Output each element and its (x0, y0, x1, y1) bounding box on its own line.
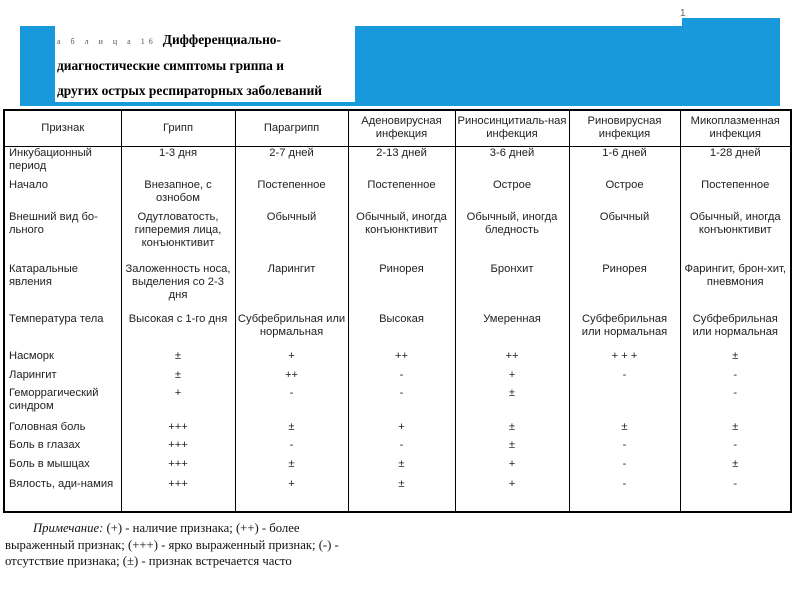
table-cell: ± (680, 421, 791, 439)
title-line-2: диагностические симптомы гриппа и (57, 58, 284, 73)
symptoms-table (3, 109, 792, 513)
table-row (4, 350, 791, 368)
column-header: Микоплазменная инфекция (680, 110, 791, 146)
table-cell: +++ (121, 439, 235, 457)
row-symptom-label: Головная боль (4, 421, 121, 439)
table-cell: Обычный (569, 211, 680, 262)
table-cell: +++ (121, 458, 235, 478)
table-cell (569, 387, 680, 421)
table-row (4, 421, 791, 439)
table-cell: - (680, 478, 791, 512)
table-cell: 1-6 дней (569, 146, 680, 179)
table-cell: - (569, 478, 680, 512)
row-symptom-label: Ларингит (4, 369, 121, 387)
table-cell: ± (569, 421, 680, 439)
column-header: Риносинцитиаль-ная инфекция (455, 110, 569, 146)
row-symptom-label: Катаральные явления (4, 263, 121, 313)
table-cell: - (680, 387, 791, 421)
table-cell: Субфебрильная или нормальная (235, 313, 348, 351)
table-cell: + (455, 458, 569, 478)
table-cell: - (569, 439, 680, 457)
table-cell: Фарингит, брон-хит, пневмония (680, 263, 791, 313)
column-header: Грипп (121, 110, 235, 146)
table-cell: ± (348, 458, 455, 478)
title-text-1: Дифференциально- (162, 32, 281, 47)
row-symptom-label: Инкубационный период (4, 146, 121, 179)
table-cell: 1-28 дней (680, 146, 791, 179)
table-cell: ± (348, 478, 455, 512)
row-symptom-label: Боль в мышцах (4, 458, 121, 478)
table-row (4, 458, 791, 478)
table-cell: 1-3 дня (121, 146, 235, 179)
table-row (4, 263, 791, 313)
footnote-text: (+) - наличие признака; (++) - более выраженный признак; (+++) - ярко выраженный признак; (-) - отсутствие признака; (±) - признак встречается часто (5, 521, 339, 568)
table-cell: + (455, 369, 569, 387)
row-symptom-label: Температура тела (4, 313, 121, 351)
table-cell: Ринорея (348, 263, 455, 313)
table-cell: Бронхит (455, 263, 569, 313)
table-cell: Обычный, иногда конъюнктивит (348, 211, 455, 262)
table-cell: + (235, 350, 348, 368)
table-cell: 3-6 дней (455, 146, 569, 179)
row-symptom-label: Боль в глазах (4, 439, 121, 457)
table-row (4, 211, 791, 262)
table-cell: Субфебрильная или нормальная (569, 313, 680, 351)
column-header: Аденовирусная инфекция (348, 110, 455, 146)
table-cell: Обычный (235, 211, 348, 262)
footnote (5, 520, 345, 570)
table-header-row (4, 110, 791, 146)
table-cell: Постепенное (680, 179, 791, 212)
table-cell: Заложенность носа, выделения со 2-3 дня (121, 263, 235, 313)
table-cell: Обычный, иногда бледность (455, 211, 569, 262)
row-symptom-label: Геморрагический синдром (4, 387, 121, 421)
table-cell: ± (121, 369, 235, 387)
column-header: Парагрипп (235, 110, 348, 146)
table-cell: ± (455, 439, 569, 457)
table-cell: + (455, 478, 569, 512)
table-body (4, 146, 791, 512)
table-cell: Одутловатость, гиперемия лица, конъюнктивит (121, 211, 235, 262)
table-cell: Ринорея (569, 263, 680, 313)
table-cell: - (348, 439, 455, 457)
table-cell: Постепенное (235, 179, 348, 212)
table-cell: +++ (121, 478, 235, 512)
table-number-label: а б л и ц а 16 (57, 37, 157, 46)
title-line-3: других острых респираторных заболеваний (57, 83, 323, 98)
table-cell: - (235, 387, 348, 421)
table-cell: ± (680, 458, 791, 478)
title-line-1 (57, 32, 281, 48)
table-cell: Высокая (348, 313, 455, 351)
table-cell: +++ (121, 421, 235, 439)
table-cell: ± (680, 350, 791, 368)
row-symptom-label: Насморк (4, 350, 121, 368)
table-row (4, 146, 791, 179)
table-cell: ++ (348, 350, 455, 368)
table-row (4, 369, 791, 387)
table-cell: Внезапное, с ознобом (121, 179, 235, 212)
table-cell: ± (455, 421, 569, 439)
table-cell: ± (235, 421, 348, 439)
table-cell: 2-13 дней (348, 146, 455, 179)
table-row (4, 313, 791, 351)
corner-mark: 1 (680, 8, 686, 19)
table-row (4, 179, 791, 212)
table-cell: Обычный, иногда конъюнктивит (680, 211, 791, 262)
table-cell: Острое (569, 179, 680, 212)
table-cell: - (680, 439, 791, 457)
column-header: Риновирусная инфекция (569, 110, 680, 146)
table-row (4, 439, 791, 457)
footnote-label: Примечание: (33, 521, 104, 535)
table-row (4, 387, 791, 421)
table-cell: Постепенное (348, 179, 455, 212)
table-cell: Высокая с 1-го дня (121, 313, 235, 351)
table-cell: - (348, 369, 455, 387)
table-cell: Ларингит (235, 263, 348, 313)
column-header: Признак (4, 110, 121, 146)
table-cell: + (235, 478, 348, 512)
table-cell: ++ (235, 369, 348, 387)
table-cell: ± (235, 458, 348, 478)
table-cell: - (235, 439, 348, 457)
row-symptom-label: Внешний вид бо-льного (4, 211, 121, 262)
table-cell: - (348, 387, 455, 421)
table-cell: 2-7 дней (235, 146, 348, 179)
table-cell: ± (455, 387, 569, 421)
table-cell: - (680, 369, 791, 387)
table-cell: Умеренная (455, 313, 569, 351)
table-cell: + (121, 387, 235, 421)
table-cell: - (569, 369, 680, 387)
table-cell: ± (121, 350, 235, 368)
table-cell: + (348, 421, 455, 439)
table-cell: - (569, 458, 680, 478)
table-cell: + + + (569, 350, 680, 368)
row-symptom-label: Вялость, ади-намия (4, 478, 121, 512)
table-cell: Субфебрильная или нормальная (680, 313, 791, 351)
table-row (4, 478, 791, 512)
table-cell: Острое (455, 179, 569, 212)
row-symptom-label: Начало (4, 179, 121, 212)
table-cell: ++ (455, 350, 569, 368)
